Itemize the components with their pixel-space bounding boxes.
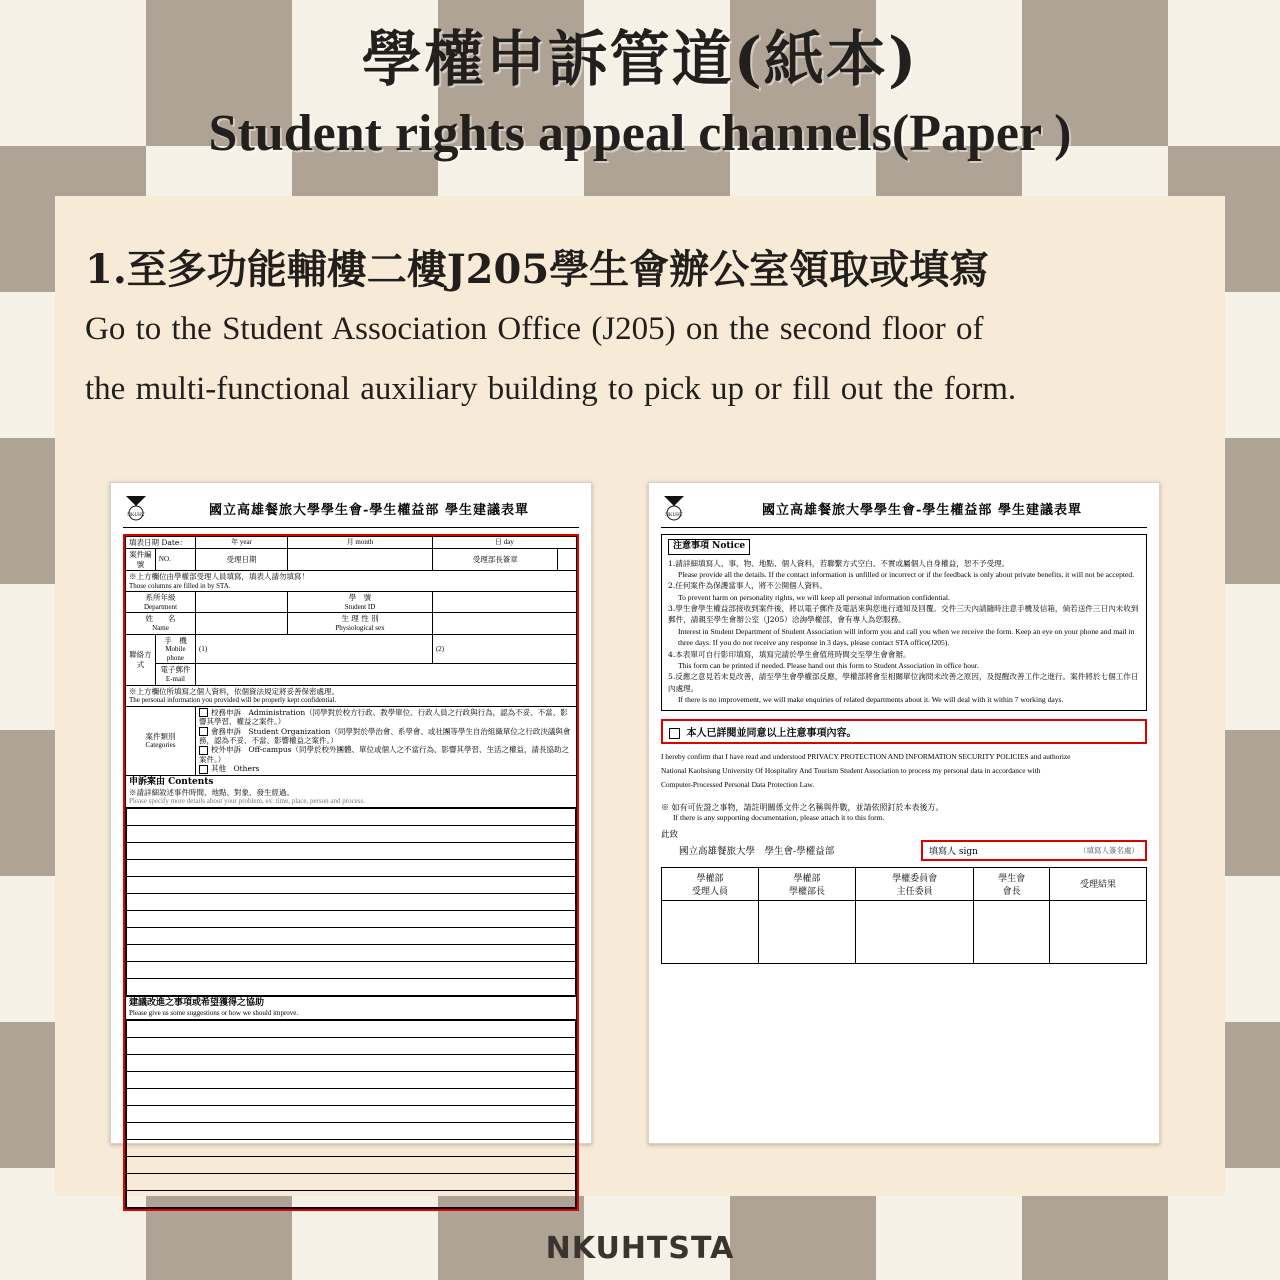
writing-line[interactable] — [127, 1038, 576, 1055]
privacy-note-en: The personal information you provided will be properly kept confidential. — [129, 695, 337, 704]
attachment-note-en: If there is any supporting documentation, please attach it to this form. — [673, 812, 885, 822]
step-text-english-line1: Go to the Student Association Office (J205) on the second floor of — [85, 311, 984, 347]
category-label-cn: 案件類別 — [145, 731, 176, 741]
writing-line[interactable] — [127, 1174, 576, 1191]
suggestion-writing-area[interactable] — [126, 1020, 577, 1209]
writing-line[interactable] — [127, 860, 576, 877]
checkbox-icon[interactable] — [669, 728, 680, 739]
form-left-table — [125, 536, 577, 1209]
approval-signature-table — [661, 867, 1147, 964]
contact-field-1[interactable]: (1) — [196, 634, 433, 664]
sig-cell-3[interactable] — [856, 900, 974, 963]
signature-label: 填寫人 sign — [929, 846, 978, 857]
receive-date-label: 受理日期 — [196, 549, 288, 571]
agreement-checkbox-row[interactable] — [661, 719, 1147, 744]
checkbox-icon[interactable] — [199, 765, 208, 774]
contact-field-2[interactable]: (2) — [432, 634, 576, 664]
name-label-en: Name — [152, 623, 169, 632]
notice-item — [668, 649, 1140, 672]
suggestion-header-cell — [126, 997, 577, 1020]
table-row — [126, 571, 577, 592]
writing-line[interactable] — [127, 826, 576, 843]
attachment-note-cn: ※ 如有可佐證之事物，請註明關係文件之名稱與件數，並請依照釘於本表後方。 — [661, 802, 944, 812]
date-label: 填表日期 Date： — [126, 537, 196, 549]
name-label-cn: 姓 名 — [145, 614, 176, 624]
step-text-chinese: 1.至多功能輔樓二樓J205學生會辦公室領取或填寫 — [85, 246, 990, 293]
page-title-chinese: 學權申訴管道(紙本) — [361, 25, 919, 95]
writing-line[interactable] — [127, 843, 576, 860]
checkbox-icon[interactable] — [199, 727, 208, 736]
student-id-label-en: Student ID — [344, 602, 376, 611]
closing-label: 此致 — [661, 829, 679, 840]
category-option[interactable] — [199, 727, 573, 746]
suggestion-title-en: Please give us some suggestions or how we should improve. — [129, 1009, 299, 1018]
svg-text:NKUHT: NKUHT — [127, 513, 145, 518]
writing-line[interactable] — [127, 877, 576, 894]
table-row — [126, 997, 577, 1020]
notice-item — [668, 558, 1140, 581]
writing-line[interactable] — [127, 894, 576, 911]
notice-item-cn: 4.本表單可自行影印填寫，填寫完請於學生會值班時間交至學生會會辦。 — [668, 649, 911, 659]
notice-item-en: Please provide all the details. If the contact information is unfilled or incorrect or if the feedback is only about private benefits, it will not be accepted. — [678, 569, 1135, 579]
writing-line[interactable] — [127, 979, 576, 996]
sex-label — [288, 613, 433, 634]
student-id-label — [288, 592, 433, 613]
contact-label: 聯絡方式 — [126, 634, 156, 685]
form-left-redbox — [123, 534, 579, 1211]
department-input[interactable] — [196, 592, 288, 613]
table-row — [126, 685, 577, 706]
sig-header-4-line1: 學生會 — [998, 873, 1026, 884]
director-sign-value[interactable] — [558, 549, 577, 571]
writing-line[interactable] — [127, 1055, 576, 1072]
notice-item — [668, 580, 1140, 603]
page-title-block — [0, 0, 1280, 196]
writing-line[interactable] — [127, 1191, 576, 1208]
sig-header-1-line1: 學權部 — [696, 873, 724, 884]
step-instructions — [85, 245, 1205, 414]
sta-note-en: Those columns are filled in by STA. — [129, 581, 231, 590]
sex-input[interactable] — [432, 613, 576, 634]
suggestion-title-cn: 建議改進之事項或希望獲得之協助 — [129, 998, 265, 1009]
date-year[interactable]: 年 year — [196, 537, 288, 549]
form-right-title: 國立高雄餐旅大學學生會-學生權益部 學生建議表單 — [762, 502, 1082, 518]
contents-note-en: Please specify more details about your problem, ex: time, place, person and process. — [129, 797, 365, 806]
form-page-left — [110, 482, 592, 1144]
attachment-note — [661, 802, 1147, 822]
privacy-note-cn: ※上方欄位所填寫之個人資料，依個資法規定將妥善保密處理。 — [129, 686, 339, 696]
sig-header-4 — [974, 867, 1050, 900]
sig-header-1-line2: 受理人員 — [691, 886, 728, 897]
mobile-label-en: Mobile phone — [165, 644, 186, 662]
mobile-label — [155, 634, 195, 664]
page-title-english: Student rights appeal channels(Paper ) — [208, 105, 1072, 162]
category-options — [196, 706, 577, 775]
date-day[interactable]: 日 day — [432, 537, 576, 549]
student-id-label-cn: 學 號 — [348, 593, 372, 603]
university-logo-icon — [661, 493, 687, 523]
notice-item — [668, 671, 1140, 705]
closing-block — [661, 828, 1147, 861]
closing-organization: 國立高雄餐旅大學 學生會-學權益部 — [679, 846, 835, 858]
sig-header-1 — [662, 867, 759, 900]
agreement-label: 本人已詳閱並同意以上注意事項內容。 — [686, 727, 857, 739]
agreement-english-1: I hereby confirm that I have read and understood PRIVACY PROTECTION AND INFORMATION SECURITY POLICIES and authorize — [661, 751, 1071, 761]
sig-header-2-line2: 學權部長 — [788, 886, 825, 897]
sta-note-cell — [126, 571, 577, 592]
email-label-cn: 電子郵件 — [160, 665, 191, 675]
notice-title: 注意事項 Notice — [668, 539, 750, 555]
sig-header-3-line2: 主任委員 — [896, 886, 933, 897]
mobile-label-cn: 手 機 — [164, 635, 187, 645]
sig-header-2-line1: 學權部 — [793, 873, 821, 884]
table-row — [126, 613, 577, 634]
writing-line[interactable] — [127, 911, 576, 928]
table-row — [126, 592, 577, 613]
contents-writing-area[interactable] — [126, 808, 577, 997]
writing-line[interactable] — [127, 1123, 576, 1140]
footer-brand: NKUHTSTA — [545, 1231, 735, 1266]
writing-line[interactable] — [127, 1106, 576, 1123]
category-label — [126, 706, 196, 775]
email-input[interactable] — [196, 664, 577, 685]
writing-line[interactable] — [127, 945, 576, 962]
writing-line[interactable] — [127, 1157, 576, 1174]
notice-box — [661, 534, 1147, 711]
university-logo-icon — [123, 493, 149, 523]
writing-lines[interactable] — [126, 808, 576, 996]
form-left-header — [123, 493, 579, 528]
category-option[interactable] — [199, 745, 573, 764]
student-id-input[interactable] — [432, 592, 576, 613]
category-option-label: 校外申訴 Off-campus（同學於校外團體、單位或個人之不當行為，影響其學習、生活之權益，請長協助之案件。） — [199, 745, 570, 764]
email-label-en: E-mail — [165, 674, 185, 683]
signature-field[interactable] — [921, 840, 1147, 861]
form-page-right — [648, 482, 1160, 1144]
notice-item-cn: 2.任何案件為保護當事人，將不公開個人資料。 — [668, 581, 828, 591]
sig-header-3-line1: 學權委員會 — [892, 873, 938, 884]
writing-line[interactable] — [127, 928, 576, 945]
case-no-label-en[interactable]: NO. — [155, 549, 195, 571]
table-row — [126, 634, 577, 664]
notice-item-en: This form can be printed if needed. Please hand out this form to Student Association in office hour. — [678, 661, 979, 671]
category-option-label: 其他 Others — [211, 764, 260, 774]
sig-header-2 — [759, 867, 856, 900]
writing-line[interactable] — [127, 809, 576, 826]
writing-line[interactable] — [127, 1072, 576, 1089]
notice-item-cn: 5.反應之意見若未見改善，請至學生會學權部反應，學權部將會至相關單位詢問未改善之原因，及提醒改善工作之進行。案件將於七個工作日內處理。 — [668, 672, 1139, 693]
sig-header-5 — [1049, 867, 1146, 900]
sig-header-4-line2: 會長 — [1002, 886, 1021, 897]
table-row — [126, 775, 577, 807]
case-no-label-cn: 案件編號 — [126, 549, 156, 571]
table-row — [126, 537, 577, 549]
category-option-label: 會務申訴 Student Organization（同學對於學治會、系學會、或社團等學生自治組織單位之行政決議與會務，認為不妥、不當、影響權益之案件。） — [199, 726, 571, 745]
table-row — [662, 867, 1147, 900]
notice-item-cn: 3.學生會學生權益部接收到案件後，將以電子郵件及電話來與您進行通知及回覆。交件三天內請隨時注意手機及信箱，倘若送件三日內未收到郵件，請親至學生會辦公室（J205）洽詢學權部，會有專人為您服務。 — [668, 604, 1139, 625]
sig-cell-4[interactable] — [974, 900, 1050, 963]
writing-line[interactable] — [127, 1140, 576, 1157]
contents-header-cell — [126, 775, 577, 807]
sig-header-5-line1: 受理結果 — [1079, 880, 1116, 891]
writing-line[interactable] — [127, 1021, 576, 1038]
step-text-english-line2: the multi-functional auxiliary building to pick up or fill out the form. — [85, 370, 1017, 407]
form-right-header — [661, 493, 1147, 528]
form-left-title: 國立高雄餐旅大學學生會-學生權益部 學生建議表單 — [209, 502, 529, 518]
writing-line[interactable] — [127, 1089, 576, 1106]
checkbox-icon[interactable] — [199, 746, 208, 755]
sex-label-en: Physiological sex — [335, 623, 385, 632]
department-label — [126, 592, 196, 613]
notice-item-en: Interest in Student Department of Student Association will inform you and call you when we receive the form. Keep an eye on your phone and mail in three days. If you do not receive any response in 3 days, please contact STA office(J205). — [678, 626, 1135, 648]
agreement-english-2: National Kaohsiung University Of Hospitality And Tourism Student Association to process my personal data in accordance with — [661, 765, 1041, 775]
category-option[interactable] — [199, 764, 573, 774]
table-row — [662, 900, 1147, 963]
category-option-label: 校務申訴 Administration（同學對於校方行政、教學單位、行政人員之行政與行為，認為不妥、不當、影響其學習、權益之案件。） — [199, 707, 568, 727]
notice-item-en: If there is no improvement, we will make enquiries of related departments about it. We will deal with it within 7 working days. — [678, 695, 1064, 705]
privacy-note-cell — [126, 685, 577, 706]
checkbox-icon[interactable] — [199, 708, 208, 717]
category-option[interactable] — [199, 708, 573, 727]
notice-item-en: To prevent harm on personality rights, we will keep all personal information confidential. — [678, 592, 950, 602]
agreement-english-3: Computer-Processed Personal Data Protection Law. — [661, 779, 815, 789]
table-row — [126, 808, 577, 997]
notice-item — [668, 603, 1140, 649]
table-row — [126, 706, 577, 775]
table-row — [126, 664, 577, 685]
email-label — [155, 664, 195, 685]
name-label — [126, 613, 196, 634]
receive-date-value[interactable] — [288, 549, 433, 571]
sex-label-cn: 生 理 性 別 — [341, 614, 379, 624]
writing-line[interactable] — [127, 962, 576, 979]
department-label-en: Department — [143, 602, 178, 611]
notice-item-cn: 1.請詳細填寫人、事、物、地點、個人資料，若聯繫方式空白、不實或屬個人自身權益，恕不予受理。 — [668, 558, 1010, 568]
contents-note-cn: ※請詳細敘述事件時間、地點、對象、發生經過。 — [129, 788, 294, 797]
svg-text:NKUHT: NKUHT — [665, 513, 683, 518]
signature-hint: （填寫人簽名處） — [1079, 845, 1139, 855]
sta-note-cn: ※上方欄位由學權部受理人員填寫，填表人請勿填寫！ — [129, 572, 309, 582]
contents-title: 申訴案由 Contents — [129, 776, 214, 787]
department-label-cn: 系所年級 — [145, 593, 176, 603]
sig-cell-2[interactable] — [759, 900, 856, 963]
category-label-en: Categories — [145, 741, 176, 749]
table-row — [126, 1020, 577, 1209]
name-input[interactable] — [196, 613, 288, 634]
date-month[interactable]: 月 month — [288, 537, 433, 549]
table-row — [126, 549, 577, 571]
sig-cell-1[interactable] — [662, 900, 759, 963]
sig-cell-5[interactable] — [1049, 900, 1146, 963]
director-sign-label: 受理部長簽章 — [432, 549, 557, 571]
sig-header-3 — [856, 867, 974, 900]
writing-lines[interactable] — [126, 1020, 576, 1208]
